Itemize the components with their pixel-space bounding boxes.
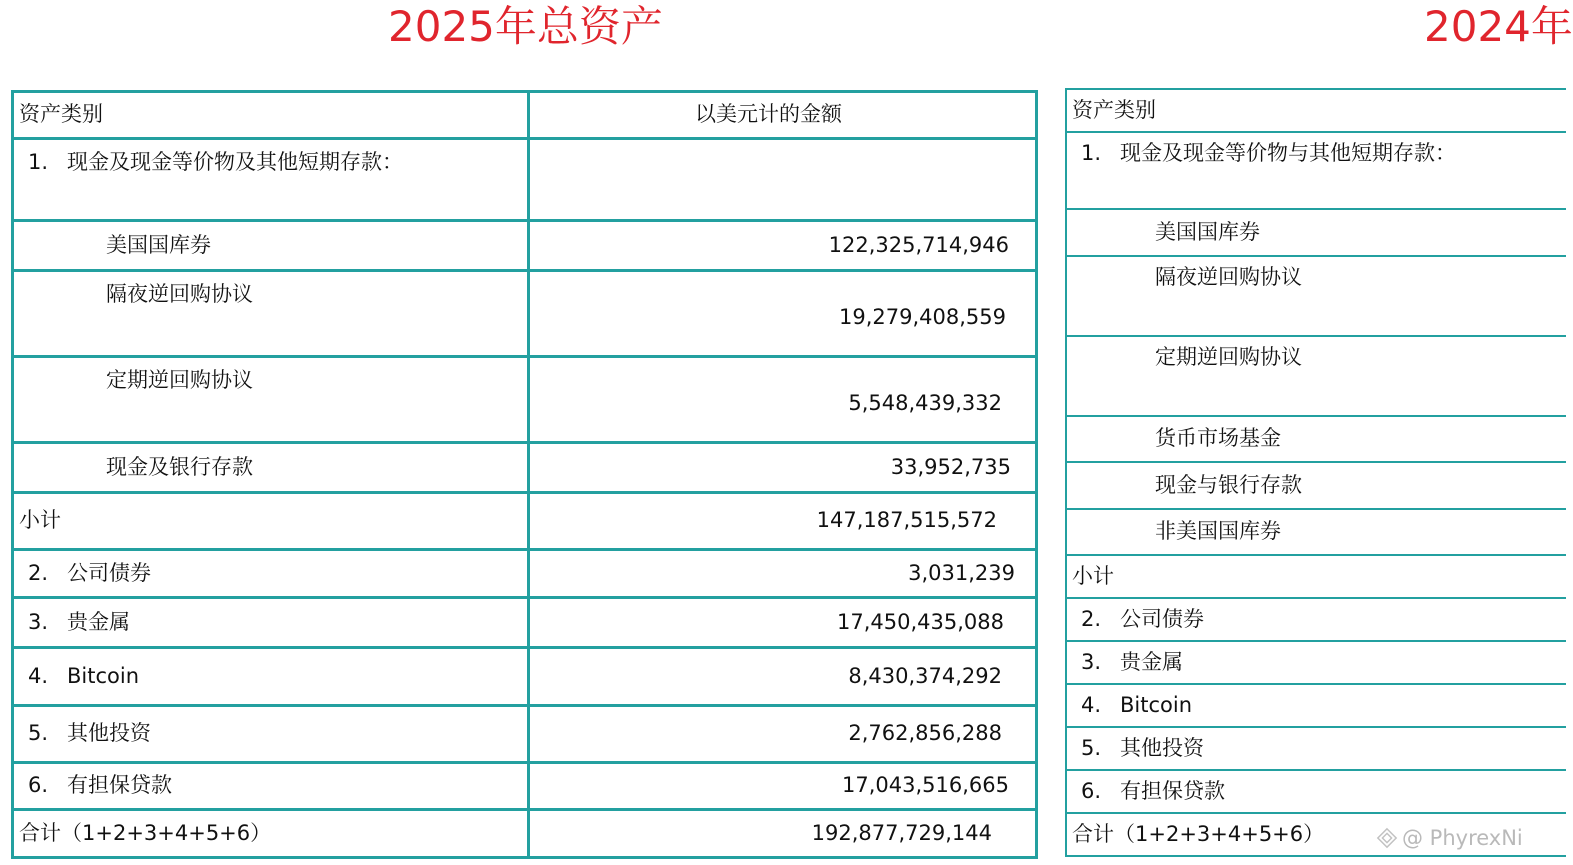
row-label: 现金及现金等价物与其他短期存款： [1120, 141, 1456, 165]
subtotal-row [13, 493, 1037, 550]
table-row [1066, 509, 1566, 555]
row-number: 5. [28, 721, 49, 746]
row-label: 定期逆回购协议 [1155, 345, 1302, 369]
header-category: 资产类别 [1072, 97, 1156, 122]
row-label: 合计（1+2+3+4+5+6） [19, 820, 272, 845]
row-label: 贵金属 [1120, 649, 1183, 674]
table-row [1066, 727, 1566, 770]
table-row [13, 221, 1037, 271]
table-row [1066, 462, 1566, 509]
row-label: 小计 [1072, 563, 1114, 588]
row-label: 现金及现金等价物及其他短期存款： [67, 150, 403, 174]
table-row [13, 139, 1037, 221]
row-number: 3. [1081, 649, 1102, 674]
row-label: 非美国国库券 [1155, 519, 1281, 544]
row-label: 美国国库券 [106, 232, 211, 257]
row-number: 5. [1081, 735, 1102, 760]
row-label: 小计 [19, 508, 61, 533]
table-row [1066, 598, 1566, 641]
row-number: 4. [1081, 692, 1102, 717]
row-amount: 192,877,729,144 [811, 820, 992, 845]
row-label: 隔夜逆回购协议 [106, 282, 253, 306]
row-label: 隔夜逆回购协议 [1155, 265, 1302, 289]
row-label: 公司债券 [1120, 606, 1204, 631]
row-amount: 17,043,516,665 [842, 773, 1009, 798]
header-amount: 以美元计的金额 [695, 102, 842, 127]
table-row [13, 271, 1037, 357]
row-number: 6. [1081, 778, 1102, 803]
table-row [13, 598, 1037, 648]
row-amount: 33,952,735 [890, 454, 1011, 479]
binance-square-icon [1376, 827, 1398, 849]
table-header-row [1066, 89, 1566, 132]
watermark [1376, 826, 1523, 850]
row-amount: 19,279,408,559 [839, 304, 1006, 329]
row-amount: 17,450,435,088 [837, 609, 1004, 634]
row-number: 2. [1081, 606, 1102, 631]
row-label: 现金与银行存款 [1155, 472, 1302, 497]
row-number: 4. [28, 663, 49, 688]
table-row [1066, 336, 1566, 416]
row-label: 定期逆回购协议 [106, 368, 253, 392]
assets-table-2025 [11, 90, 1038, 859]
title-2024: 2024年 [1424, 2, 1573, 51]
row-amount: 122,325,714,946 [828, 232, 1009, 257]
row-label: 有担保贷款 [67, 773, 172, 798]
title-2025: 2025年总资产 [388, 2, 663, 51]
row-label: 其他投资 [67, 721, 151, 746]
table-row [1066, 770, 1566, 813]
table-row [13, 648, 1037, 706]
watermark-text: @ PhyrexNi [1402, 826, 1523, 850]
row-number: 3. [28, 609, 49, 634]
total-row [13, 810, 1037, 858]
row-number: 1. [1081, 141, 1102, 165]
table-row [13, 443, 1037, 493]
row-label: Bitcoin [67, 663, 140, 688]
table-row [1066, 641, 1566, 684]
table-row [13, 550, 1037, 598]
row-label: 合计（1+2+3+4+5+6） [1072, 821, 1325, 846]
table-row [1066, 132, 1566, 209]
row-amount: 8,430,374,292 [848, 663, 1002, 688]
row-number: 1. [28, 150, 49, 174]
row-amount: 3,031,239 [908, 560, 1015, 585]
row-label: Bitcoin [1120, 692, 1193, 717]
row-label: 贵金属 [67, 609, 130, 634]
row-label: 货币市场基金 [1155, 426, 1281, 451]
table-row [13, 706, 1037, 763]
table-row [13, 357, 1037, 443]
row-label: 公司债券 [67, 560, 151, 585]
row-label: 有担保贷款 [1120, 778, 1225, 803]
table-header-row [13, 92, 1037, 139]
row-label: 美国国库券 [1155, 219, 1260, 244]
table-row [1066, 209, 1566, 256]
row-amount: 147,187,515,572 [816, 508, 997, 533]
row-label: 其他投资 [1120, 735, 1204, 760]
row-label: 现金及银行存款 [106, 454, 253, 479]
row-amount: 2,762,856,288 [848, 721, 1002, 746]
table-row [13, 763, 1037, 810]
header-category: 资产类别 [19, 102, 103, 127]
table-row [1066, 416, 1566, 462]
table-row [1066, 256, 1566, 336]
row-number: 2. [28, 560, 49, 585]
assets-table-2024 [1065, 88, 1566, 857]
row-number: 6. [28, 773, 49, 798]
row-amount: 5,548,439,332 [848, 390, 1002, 415]
row-amount [529, 139, 1037, 221]
table-row [1066, 684, 1566, 727]
subtotal-row [1066, 555, 1566, 598]
